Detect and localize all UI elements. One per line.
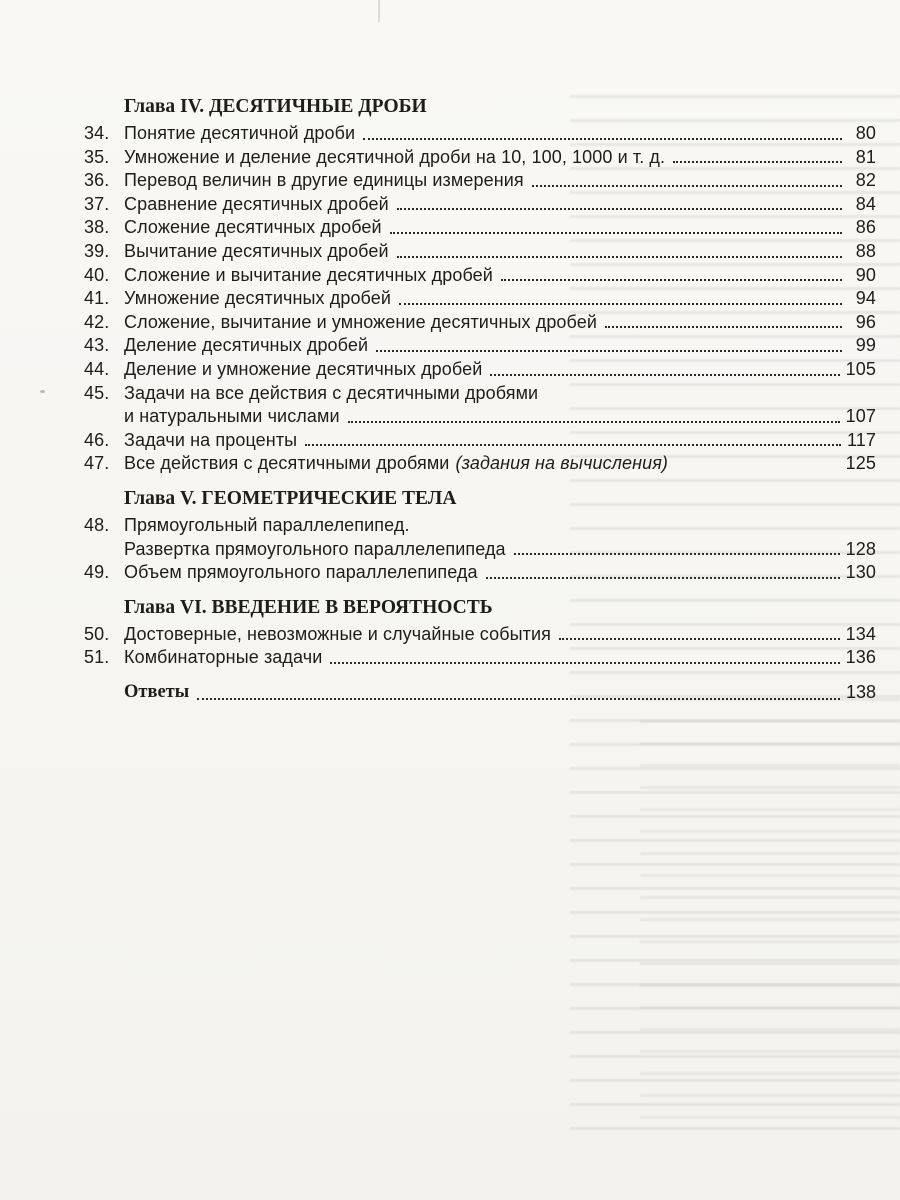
entry-number: 43. [84, 335, 110, 356]
entry-title: Сравнение десятичных дробей [124, 193, 389, 214]
dot-leader [363, 137, 842, 140]
entry-page: 117 [847, 429, 876, 450]
answers-label: Ответы [124, 681, 190, 702]
toc-entry-continuation[interactable] [84, 538, 876, 562]
dot-leader [305, 443, 841, 446]
entry-page: 86 [855, 217, 876, 238]
entry-title: Деление десятичных дробей [124, 335, 369, 356]
entry-number: 38. [84, 217, 110, 238]
dot-leader [501, 278, 842, 281]
toc-entry[interactable] [84, 193, 876, 217]
entry-page: 81 [855, 146, 876, 167]
entry-title: Задачи на проценты [124, 429, 298, 450]
toc-entry[interactable] [84, 146, 876, 170]
toc-entry[interactable] [84, 452, 876, 476]
toc-entry[interactable] [84, 623, 876, 647]
entry-title: Перевод величин в другие единицы измерения [124, 170, 524, 191]
toc-entry[interactable] [84, 264, 876, 288]
dot-leader [673, 160, 842, 163]
entry-number: 48. [84, 514, 110, 535]
toc-entry[interactable] [84, 287, 876, 311]
chapter-heading: Глава V. ГЕОМЕТРИЧЕСКИЕ ТЕЛА [124, 487, 457, 509]
entry-title: Деление и умножение десятичных дробей [124, 358, 483, 379]
dot-leader [397, 255, 842, 258]
entry-number: 35. [84, 146, 110, 167]
answers-page: 138 [845, 681, 876, 702]
entry-number: 37. [84, 193, 110, 214]
table-of-contents [84, 92, 876, 706]
toc-entry[interactable] [84, 561, 876, 585]
entry-page: 96 [855, 311, 876, 332]
entry-page: 90 [855, 264, 876, 285]
page-mark [378, 0, 380, 22]
bleed-through-text [640, 690, 900, 1130]
entry-page: 136 [845, 647, 876, 668]
entry-page: 88 [855, 240, 876, 261]
dot-leader [490, 373, 839, 376]
entry-number: 45. [84, 382, 110, 403]
entry-page: 134 [845, 623, 876, 644]
toc-entry-answers[interactable] [84, 678, 876, 706]
entry-page: 80 [855, 123, 876, 143]
entry-number: 46. [84, 429, 110, 450]
toc-entry[interactable] [84, 646, 876, 670]
entry-title: Комбинаторные задачи [124, 647, 323, 668]
entry-title: Вычитание десятичных дробей [124, 240, 389, 261]
dot-leader [399, 302, 842, 305]
entry-title: Сложение и вычитание десятичных дробей [124, 264, 493, 285]
entry-number: 42. [84, 311, 110, 332]
entry-number: 44. [84, 358, 110, 379]
entry-title: Сложение десятичных дробей [124, 217, 382, 238]
dot-leader [532, 184, 842, 187]
entry-number: 39. [84, 240, 110, 261]
entry-page: 105 [845, 358, 876, 379]
toc-entry[interactable] [84, 122, 876, 146]
entry-title: Все действия с десятичными дробями [124, 453, 450, 474]
entry-title: Достоверные, невозможные и случайные события [124, 623, 552, 644]
entry-page: 84 [855, 193, 876, 214]
chapter-heading: Глава VI. ВВЕДЕНИЕ В ВЕРОЯТНОСТЬ [124, 596, 493, 618]
dot-leader [390, 231, 842, 234]
toc-entry[interactable] [84, 216, 876, 240]
entry-number: 47. [84, 453, 110, 474]
dot-leader [397, 207, 842, 210]
entry-page: 128 [845, 538, 876, 559]
toc-entry[interactable] [84, 358, 876, 382]
page-speck [40, 390, 45, 393]
entry-page: 99 [855, 335, 876, 356]
dot-leader [486, 576, 840, 579]
toc-entry[interactable] [84, 169, 876, 193]
entry-page: 130 [845, 562, 876, 583]
dot-leader [197, 697, 840, 700]
entry-title: Сложение, вычитание и умножение десятичных дробей [124, 311, 598, 332]
toc-entry[interactable] [84, 514, 876, 538]
dot-leader [348, 420, 840, 423]
entry-title: Объем прямоугольного параллелепипеда [124, 562, 478, 583]
entry-title-continuation: Развертка прямоугольного параллелепипеда [124, 538, 506, 559]
toc-entry[interactable] [84, 429, 876, 453]
entry-page: 82 [855, 170, 876, 191]
entry-number: 36. [84, 170, 110, 191]
toc-entry-continuation[interactable] [84, 405, 876, 429]
entry-number: 51. [84, 647, 110, 668]
toc-entry[interactable] [84, 311, 876, 335]
toc-entry[interactable] [84, 240, 876, 264]
dot-leader [559, 637, 840, 640]
entry-title: Понятие десятичной дроби [124, 123, 356, 143]
entry-page: 94 [855, 288, 876, 309]
toc-entry[interactable] [84, 334, 876, 358]
dot-leader [514, 552, 840, 555]
toc-entry[interactable] [84, 382, 876, 406]
dot-leader [676, 467, 840, 470]
entry-title: Задачи на все действия с десятичными дробями [124, 382, 539, 403]
entry-page: 107 [845, 406, 876, 427]
entry-page: 125 [845, 453, 876, 474]
entry-title: Умножение десятичных дробей [124, 288, 392, 309]
chapter-heading: Глава IV. ДЕСЯТИЧНЫЕ ДРОБИ [124, 96, 427, 117]
entry-number: 40. [84, 264, 110, 285]
entry-number: 49. [84, 562, 110, 583]
entry-title-continuation: и натуральными числами [124, 406, 340, 427]
entry-number: 41. [84, 288, 110, 309]
dot-leader [376, 349, 842, 352]
entry-note: (задания на вычисления) [455, 453, 669, 474]
entry-number: 34. [84, 123, 110, 143]
dot-leader [605, 325, 842, 328]
entry-title: Умножение и деление десятичной дроби на 10, 100, 1000 и т. д. [124, 146, 666, 167]
entry-title: Прямоугольный параллелепипед. [124, 514, 410, 535]
dot-leader [330, 661, 839, 664]
entry-number: 50. [84, 623, 110, 644]
